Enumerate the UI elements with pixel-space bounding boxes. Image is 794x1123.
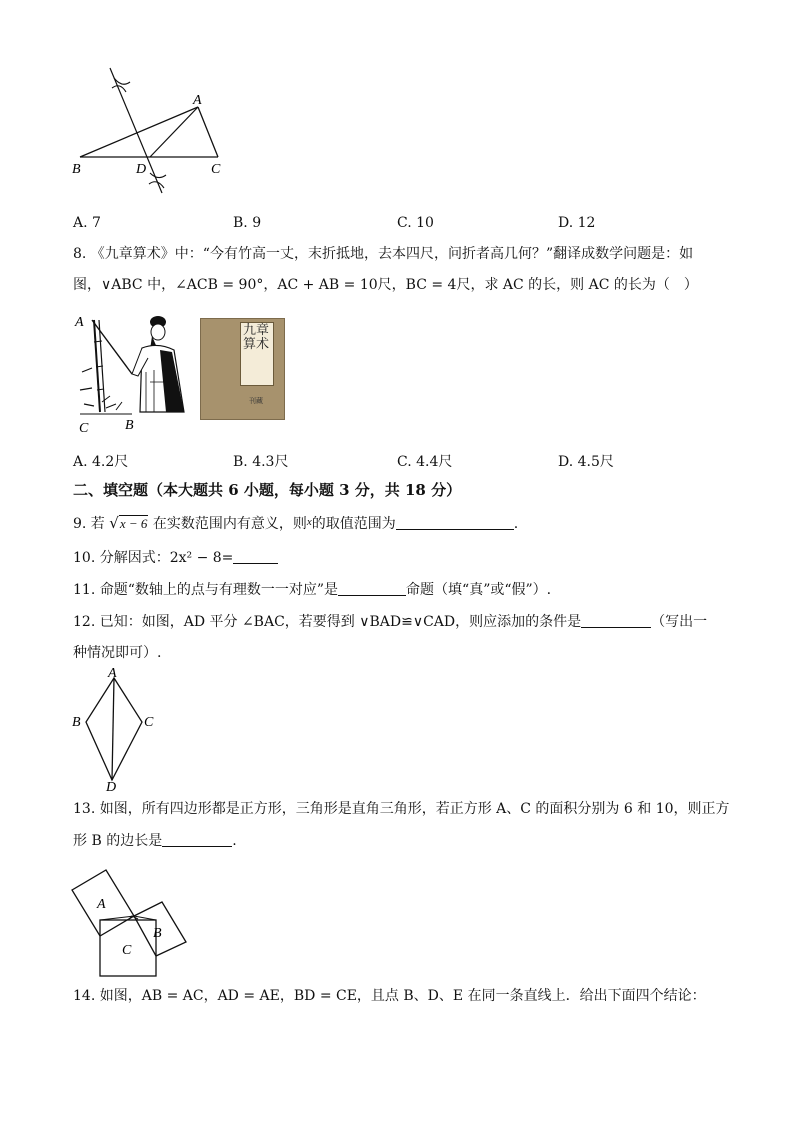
- q7-segment-ad: [150, 107, 198, 157]
- q9-prefix: 9. 若: [73, 516, 105, 532]
- q8-question-line1: 8. 《九章算术》中：“今有竹高一丈，末折抵地，去本四尺，问折者高几何？”翻译成数学问题是：如: [73, 246, 694, 262]
- q12-question-line1: [73, 612, 707, 632]
- q8-label-a: A: [75, 315, 84, 330]
- q13-label-a: A: [97, 897, 106, 912]
- q12-figure: [68, 664, 158, 792]
- q8-book-small-text: 刊藏: [249, 397, 263, 405]
- q7-option-d: D. 12: [558, 215, 596, 231]
- q9-middle: 在实数范围内有意义，则: [152, 516, 307, 532]
- q8-option-d: D. 4.5尺: [558, 454, 614, 470]
- q8-illustration: [72, 312, 200, 434]
- q13-question-line1: 13. 如图，所有四边形都是正方形，三角形是直角三角形，若正方形 A、C 的面积分别为 6 和 10，则正方: [73, 801, 730, 817]
- q12-line1-end: （写出一: [651, 614, 708, 630]
- q13-label-b: B: [153, 926, 162, 941]
- q7-arc-bottom: [150, 173, 166, 178]
- q8-label-b: B: [125, 418, 134, 433]
- q12-question-line2: 种情况即可）.: [73, 645, 162, 661]
- q8-book-title: 九章算术: [242, 323, 269, 352]
- q12-segment-ad: [112, 678, 114, 780]
- q7-figure: [70, 60, 240, 200]
- q10-question: [73, 548, 278, 568]
- q13-figure: [66, 862, 196, 980]
- q10-answer-blank[interactable]: [233, 549, 278, 564]
- q12-label-a: A: [108, 666, 117, 681]
- q13-line2-end: .: [232, 833, 237, 849]
- q9-sqrt-expr: x − 6: [119, 516, 148, 531]
- q9-end: .: [513, 516, 519, 532]
- q8-option-b: B. 4.3尺: [233, 454, 289, 470]
- q13-answer-blank[interactable]: [162, 832, 232, 847]
- q7-side-ab: [80, 107, 198, 157]
- q9-question: [73, 512, 518, 535]
- q9-sqrt: √x − 6: [109, 514, 148, 532]
- q13-label-c: C: [122, 943, 132, 958]
- q11-answer-blank[interactable]: [338, 581, 406, 596]
- q7-option-a: A. 7: [73, 215, 101, 231]
- q11-text: 11. 命题“数轴上的点与有理数一一对应”是: [73, 582, 339, 598]
- q8-option-a: A. 4.2尺: [73, 454, 129, 470]
- q13-line2-prefix: 形 B 的边长是: [73, 833, 163, 849]
- q8-option-c: C. 4.4尺: [397, 454, 453, 470]
- q7-label-d: D: [136, 162, 147, 177]
- q7-option-c: C. 10: [397, 215, 434, 231]
- q14-question-line1: 14. 如图，AB = AC，AD = AE，BD = CE，且点 B、D、E 在同一条直线上．给出下面四个结论：: [73, 988, 706, 1004]
- q9-answer-blank[interactable]: [396, 515, 514, 530]
- q10-text: 10. 分解因式：2x² − 8=: [73, 550, 234, 566]
- q7-label-c: C: [211, 162, 221, 177]
- q8-label-c: C: [79, 421, 89, 434]
- q12-label-d: D: [106, 780, 117, 792]
- q11-end: 命题（填“真”或“假”）.: [406, 582, 552, 598]
- q7-label-a: A: [193, 93, 202, 108]
- q9-suffix: 的取值范围为: [311, 516, 396, 532]
- section-2-title: 二、填空题（本大题共 6 小题，每小题 3 分，共 18 分）: [73, 481, 462, 499]
- q7-side-ac: [198, 107, 218, 157]
- q7-label-b: B: [72, 162, 81, 177]
- q12-answer-blank[interactable]: [581, 613, 651, 628]
- q12-line1: 12. 已知：如图，AD 平分 ∠BAC，若要得到 ∨BAD≌∨CAD，则应添加的条件是: [73, 614, 582, 630]
- q12-label-c: C: [144, 715, 154, 730]
- q7-arc-bottom2: [149, 182, 164, 188]
- q12-label-b: B: [72, 715, 81, 730]
- q9-var: x: [306, 516, 312, 528]
- q8-question-line2: 图，∨ABC 中，∠ACB = 90°，AC + AB = 10尺，BC = 4尺，求 AC 的长，则 AC 的长为（ ）: [73, 277, 698, 293]
- q7-option-b: B. 9: [233, 215, 262, 231]
- q13-question-line2: [73, 831, 237, 851]
- q11-question: [73, 580, 551, 600]
